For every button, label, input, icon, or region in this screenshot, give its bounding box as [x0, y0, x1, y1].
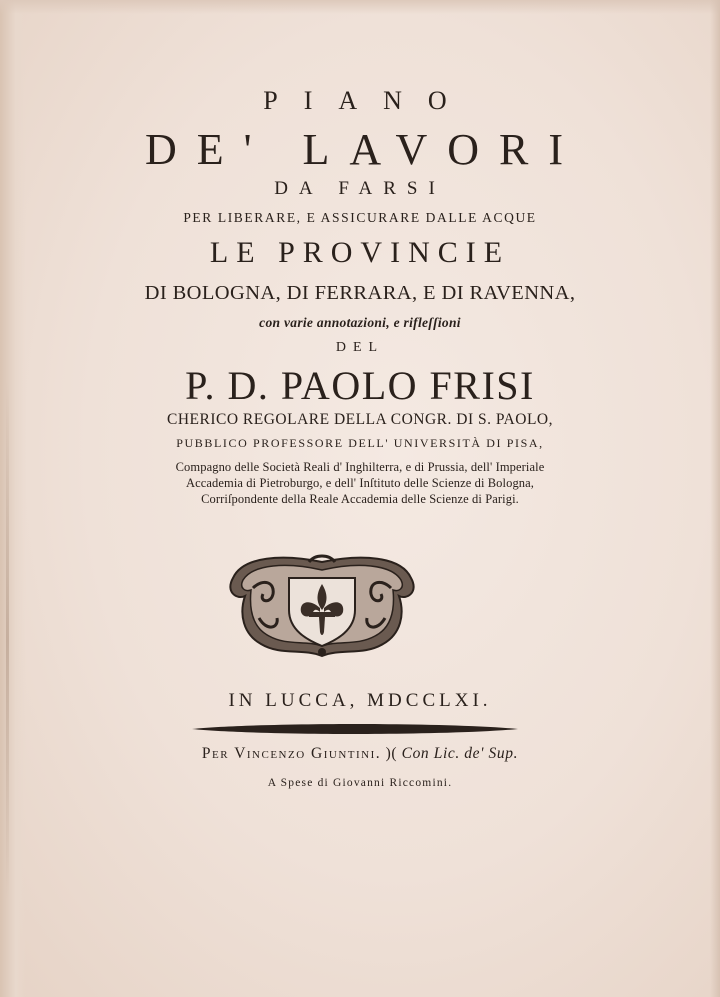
- page-fold: [6, 380, 9, 900]
- fleur-de-lis-cartouche-icon: [223, 548, 421, 660]
- printer-name: Per Vincenzo Giuntini.: [201, 745, 382, 762]
- author-name: P. D. PAOLO FRISI: [185, 363, 535, 408]
- page-edge-top: [0, 0, 720, 14]
- imprint-place-date: IN LUCCA, MDCCLXI.: [228, 690, 492, 711]
- printer-line: [0, 745, 720, 763]
- title-line-per-liberare: PER LIBERARE, E ASSICURARE DALLE ACQUE: [183, 210, 537, 225]
- author-professorship: PUBBLICO PROFESSORE DELL' UNIVERSITÀ DI PISA,: [176, 436, 544, 450]
- author-order: CHERICO REGOLARE DELLA CONGR. DI S. PAOLO,: [167, 411, 553, 428]
- societies-line-3: Corriſpondente della Reale Accademia delle Scienze di Parigi.: [201, 492, 519, 506]
- printers-rule: [192, 724, 518, 734]
- title-line-de-lavori: DE' LAVORI: [144, 125, 584, 174]
- title-line-del: DEL: [335, 340, 385, 355]
- title-line-le-provincie: LE PROVINCIE: [209, 236, 511, 269]
- societies-line-1: Compagno delle Società Reali d' Inghilterra, e di Prussia, dell' Imperiale: [175, 460, 545, 474]
- printer-license: Con Lic. de' Sup.: [401, 745, 519, 762]
- title-line-provinces: DI BOLOGNA, DI FERRARA, E DI RAVENNA,: [144, 282, 576, 304]
- title-line-piano: PIANO: [263, 86, 473, 115]
- printer-separator: )(: [385, 745, 398, 762]
- publisher-line: A Spese di Giovanni Riccomini.: [267, 777, 453, 789]
- title-line-da-farsi: DA FARSI: [274, 178, 446, 199]
- title-line-annotations: con varie annotazioni, e rifleſſioni: [259, 315, 461, 330]
- societies-line-2: Accademia di Pietroburgo, e dell' Inſtituto delle Scienze di Bologna,: [185, 476, 535, 490]
